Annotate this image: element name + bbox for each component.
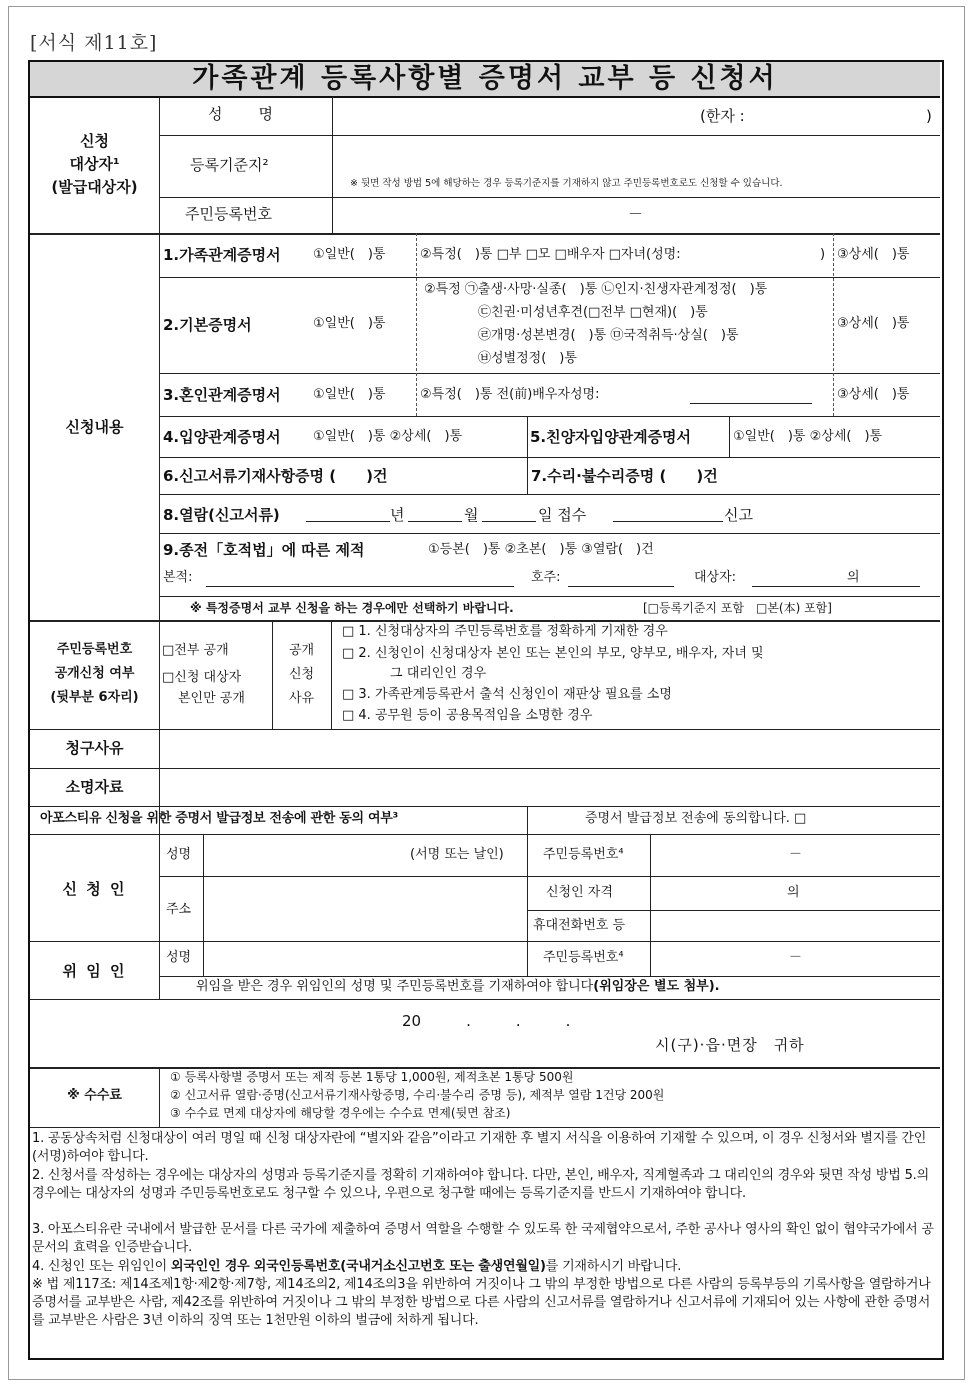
disclosure-label-3: (뒷부분 6자리) xyxy=(50,690,139,705)
applicant-address-label: 주소 xyxy=(166,902,192,917)
adoption-options: ①일반( )통 ②상세( )통 xyxy=(313,429,463,444)
reason-label-2: 신청 xyxy=(288,667,315,682)
basic-cert-label: 2.기본증명서 xyxy=(163,316,252,334)
note-4-end: 를 기재하시기 바랍니다. xyxy=(545,1259,682,1274)
adoption-cert-label: 4.입양관계증명서 xyxy=(163,428,281,446)
reason-label-3: 사유 xyxy=(288,691,315,706)
family-general: ①일반( )통 xyxy=(313,247,386,262)
disclose-all-option[interactable]: □전부 공개 xyxy=(162,643,229,658)
applicant-phone-field[interactable] xyxy=(651,911,939,940)
applicant-rrn-value: － xyxy=(789,847,803,862)
reason-label-1: 공개 xyxy=(288,643,315,658)
rule xyxy=(30,999,940,1000)
delegator-label: 위 임 인 xyxy=(62,962,127,980)
delegator-note-text: 위임을 받은 경우 위임인의 성명 및 주민등록번호를 기재하여야 합니다 xyxy=(196,979,594,994)
rule xyxy=(159,135,940,136)
basic-specific-3: ㉣개명·성본변경( )통 ㉤국적취득·상실( )통 xyxy=(478,328,739,343)
apostille-label: 아포스티유 신청을 위한 증명서 발급정보 전송에 관한 동의 여부³ xyxy=(40,811,398,826)
addressee: 시(구)·읍·면장 귀하 xyxy=(655,1036,805,1054)
disclose-self-option[interactable]: □신청 대상자 xyxy=(162,670,242,685)
item9-label: 9.종전「호적법」에 따른 제적 xyxy=(163,541,365,559)
rule xyxy=(159,494,940,495)
form-number: [서식 제11호] xyxy=(30,32,158,54)
delegator-note-bold: (위임장은 별도 첨부). xyxy=(593,979,720,994)
basic-specific-2: ㉢친권·미성년후견(□전부 □현재)( )통 xyxy=(478,305,708,320)
rule xyxy=(527,416,528,494)
selection-note: ※ 특정증명서 교부 신청을 하는 경우에만 선택하기 바랍니다. xyxy=(190,601,514,615)
basic-specific-4: ㉥성별정정( )통 xyxy=(478,351,577,366)
disclosure-label-1: 주민등록번호 xyxy=(56,642,133,657)
law-note: ※ 법 제117조: 제14조제1항·제2항·제7항, 제14조의2, 제14조의3을 위반하여 거짓이나 그 밖의 부정한 방법으로 다른 사람의 등록부등의 기록사항을 열람하거나 증명서를 교부받은 사람, 제42조를 위반하여 거짓이나 그 밖의 부정한 방법으로 다른 사람의 신고서류를 열람하거나 신고서류에 기재되어 있는 사항에 관한 증명서를 교부받은 사람은 3년 이하의 징역 또는 1천만원 이하의 벌금에 처하게 됩니다. xyxy=(32,1277,931,1328)
item8-day-field[interactable] xyxy=(482,507,536,522)
selection-options: [□등록기준지 포함 □본(本) 포함] xyxy=(643,601,832,615)
rule xyxy=(30,233,940,235)
rule xyxy=(159,457,940,458)
hoju-field[interactable] xyxy=(568,572,674,587)
basic-general: ①일반( )통 xyxy=(313,316,386,331)
registry-label: 등록기준지² xyxy=(190,156,269,174)
rule xyxy=(30,620,940,622)
applicant-address-field[interactable] xyxy=(204,877,526,940)
delegator-note xyxy=(196,979,720,995)
rule xyxy=(159,277,940,278)
applicant-qualification-value: 의 xyxy=(787,885,800,900)
reason-3[interactable]: □ 3. 가족관계등록관서 출석 신청인이 재판상 필요를 소명 xyxy=(342,687,672,702)
family-detailed: ③상세( )통 xyxy=(837,247,910,262)
subject-label-1: 신청 xyxy=(80,132,109,150)
item8-report: 신고 xyxy=(724,506,753,524)
full-adoption-cert-label: 5.친양자입양관계증명서 xyxy=(530,428,692,446)
reason-1[interactable]: □ 1. 신청대상자의 주민등록번호를 정확하게 기재한 경우 xyxy=(342,624,668,639)
item9-honjeok: 본적: xyxy=(163,570,193,585)
applicant-rrn-label: 주민등록번호⁴ xyxy=(543,847,624,862)
rule xyxy=(159,533,940,534)
basic-detailed: ③상세( )통 xyxy=(837,316,910,331)
evidence-field[interactable] xyxy=(160,769,940,806)
marriage-specific: ②특정( )통 전(前)배우자성명: xyxy=(420,387,600,402)
application-date: 20 . . . xyxy=(402,1012,571,1030)
rule xyxy=(159,596,940,597)
delegator-rrn-value: － xyxy=(789,950,803,965)
basic-specific-1: ②특정 ㉠출생·사망·실종( )통 ㉡인지·친생자관계정정( )통 xyxy=(424,282,768,297)
rule xyxy=(650,834,651,976)
applicant-qualification-label: 신청인 자격 xyxy=(546,885,613,900)
rrn-value: － xyxy=(628,205,644,223)
note-2: 2. 신청서를 작성하는 경우에는 대상자의 성명과 등록기준지를 정확히 기재하여야 합니다. 다만, 본인, 배우자, 직계혈족과 그 대리인의 경우와 뒷면 작성 방법 5.의 경우에는 대상자의 성명과 주민등록번호로도 청구할 수 있으나, 우편으로 청구할 때에는 등록기준지를 반드시 기재하여야 합니다. xyxy=(32,1168,929,1201)
fee-item-1: ① 등록사항별 증명서 또는 제적 등본 1통당 1,000원, 제적초본 1통당 500원 xyxy=(170,1070,574,1084)
subject-label-2: 대상자¹ xyxy=(69,155,120,173)
reason-2-line2: 그 대리인인 경우 xyxy=(390,666,487,681)
reason-2[interactable]: □ 2. 신청인이 신청대상자 본인 또는 본인의 부모, 양부모, 배우자, 자녀 및 xyxy=(342,646,764,661)
item8-day: 일 접수 xyxy=(538,506,587,524)
rrn-label: 주민등록번호 xyxy=(185,205,272,223)
item8-month: 월 xyxy=(464,506,479,524)
note-4 xyxy=(32,1258,937,1276)
evidence-label: 소명자료 xyxy=(65,778,124,796)
form-title: 가족관계 등록사항별 증명서 교부 등 신청서 xyxy=(192,63,778,94)
item6-report-cert: 6.신고서류기재사항증명 ( )건 xyxy=(163,467,388,485)
rule xyxy=(527,806,528,976)
marriage-cert-label: 3.혼인관계증명서 xyxy=(163,386,281,404)
fee-item-2: ② 신고서류 열람·증명(신고서류기재사항증명, 수리·불수리 증명 등), 제적부 열람 1건당 200원 xyxy=(170,1088,665,1102)
applicant-label: 신 청 인 xyxy=(62,880,127,898)
note-1: 1. 공동상속처럼 신청대상이 여러 명일 때 신청 대상자란에 “별지와 같음”이라고 기재한 후 별지 서식을 이용하여 기재할 수 있으며, 이 경우 신청서와 별지를 간인(서명)하여야 합니다. xyxy=(32,1131,927,1164)
item9-target: 대상자: xyxy=(694,570,737,585)
apostille-agree[interactable]: 증명서 발급정보 전송에 동의합니다. □ xyxy=(585,811,807,826)
rule xyxy=(159,1067,160,1127)
item9-of: 의 xyxy=(847,570,860,585)
former-spouse-field[interactable] xyxy=(690,389,812,404)
honjeok-field[interactable] xyxy=(206,572,514,587)
rule xyxy=(159,97,160,620)
applicant-name-field[interactable] xyxy=(204,835,404,875)
item8-year: 년 xyxy=(390,506,405,524)
hanja-close: ) xyxy=(926,107,932,125)
applicant-sign: (서명 또는 날인) xyxy=(410,847,504,862)
rule xyxy=(30,806,940,807)
subject-name-label: 성 명 xyxy=(208,105,275,123)
subject-label-3: (발급대상자) xyxy=(51,178,138,196)
rule xyxy=(159,976,940,977)
reason-4[interactable]: □ 4. 공무원 등이 공용목적임을 소명한 경우 xyxy=(342,708,593,723)
fee-label: ※ 수수료 xyxy=(67,1088,122,1103)
claim-reason-field[interactable] xyxy=(160,730,940,768)
note-4-bold: 외국인인 경우 외국인등록번호(국내거소신고번호 또는 출생연월일) xyxy=(170,1259,546,1274)
rule xyxy=(729,416,730,457)
rule xyxy=(416,233,417,416)
rule xyxy=(30,1067,940,1069)
item7-acceptance-cert: 7.수리·불수리증명 ( )건 xyxy=(531,467,718,485)
applicant-name-label: 성명 xyxy=(166,847,192,862)
content-label: 신청내용 xyxy=(65,418,124,436)
rule xyxy=(159,373,940,374)
item8-year-field[interactable] xyxy=(306,507,390,522)
delegator-name-label: 성명 xyxy=(166,950,192,965)
disclose-self-option-line2: 본인만 공개 xyxy=(178,691,245,706)
claim-reason-label: 청구사유 xyxy=(65,739,124,757)
family-specific-close: ) xyxy=(820,247,826,262)
item9-hoju: 호주: xyxy=(531,570,561,585)
hanja-label: (한자 : xyxy=(700,107,745,125)
marriage-general: ①일반( )통 xyxy=(313,387,386,402)
disclosure-label-2: 공개신청 여부 xyxy=(54,666,135,681)
family-cert-label: 1.가족관계증명서 xyxy=(163,246,281,264)
rule xyxy=(30,1127,940,1128)
note-4-text: 4. 신청인 또는 위임인이 xyxy=(32,1259,171,1274)
rule xyxy=(159,197,940,198)
item8-report-field[interactable] xyxy=(613,507,723,522)
rule xyxy=(30,834,940,835)
rule xyxy=(159,620,160,999)
item8-month-field[interactable] xyxy=(408,507,462,522)
rule xyxy=(332,97,333,233)
rule xyxy=(159,416,940,417)
marriage-detailed: ③상세( )통 xyxy=(837,387,910,402)
note-3: 3. 아포스티유란 국내에서 발급한 문서를 다른 국가에 제출하여 증명서 역할을 수행할 수 있도록 한 국제협약으로서, 주한 공사나 영사의 확인 없이 협약국가에서 공문서의 효력을 인증받습니다. xyxy=(32,1222,934,1255)
applicant-phone-label: 휴대전화번호 등 xyxy=(533,918,626,933)
item9-options: ①등본( )통 ②초본( )통 ③열람( )건 xyxy=(428,542,654,557)
item8-label: 8.열람(신고서류) xyxy=(163,506,280,524)
rule xyxy=(331,620,332,729)
delegator-name-field[interactable] xyxy=(204,942,526,975)
rule xyxy=(833,233,834,416)
fee-item-3: ③ 수수료 면제 대상자에 해당할 경우에는 수수료 면제(뒷면 참조) xyxy=(170,1106,511,1120)
registry-note: ※ 뒷면 작성 방법 5에 해당하는 경우 등록기준지를 기재하지 않고 주민등록번호로도 신청할 수 있습니다. xyxy=(350,178,783,189)
delegator-rrn-label: 주민등록번호⁴ xyxy=(543,950,624,965)
family-specific: ②특정( )통 □부 □모 □배우자 □자녀(성명: xyxy=(420,247,681,262)
target-field[interactable] xyxy=(752,572,920,587)
full-adoption-options: ①일반( )통 ②상세( )통 xyxy=(733,429,883,444)
